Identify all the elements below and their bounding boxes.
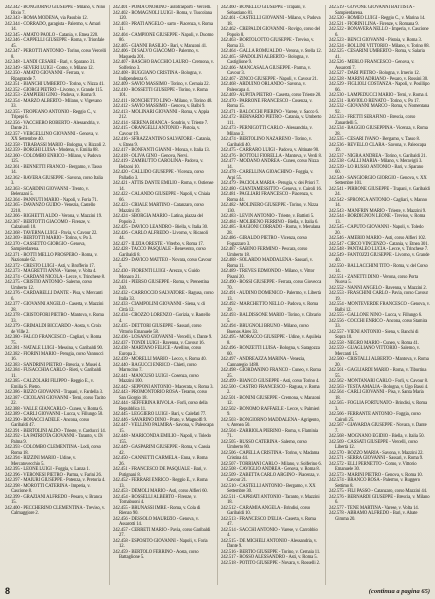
- listing-entry: 242.407 - BASCHO BACCHIO LAURO - Cremona, v. Solferino 3.: [113, 60, 214, 71]
- listing-entry: 242.578 - ABRAMO ALFREDO - Bari, v. Abate Gimma 20.: [329, 511, 418, 522]
- listing-entry: 242.454 - ROSSELLI ALBERTO - Firenze, v. Tornabuoni 4.: [113, 494, 197, 505]
- listing-entry: 242.395 - LEONE LUIGI - Foggia, v. Lanza 1.: [5, 467, 90, 472]
- listing-entry: 242.493 - BALDISSONE MARIO - Torino, v. Cibrario 5.: [221, 313, 321, 324]
- listing-entry: 242.497 - ANDREAZZA MARINA - Venezia, Cannaregio 1488.: [221, 357, 306, 368]
- listing-entry: 242.502 - BONOMO RAFFAELE - Lecce, v. Palmieri 9.: [221, 406, 320, 417]
- listing-entry: 242.570 - BOZZO MARIA - Savona, v. Mazzini 22.: [329, 450, 424, 456]
- listing-entry: 242.447 - VELLINO PALMIRA - Savona, v. Paleocapa 15.: [113, 423, 214, 434]
- listing-entry: 242.536 - REVELLO CLARA - Savona, v. Paleocapa 19.: [329, 142, 427, 153]
- listing-entry: 242.402 - ROMAGNOLI LUIGI - Roma, v. Tuscolana 120.: [113, 10, 212, 21]
- listing-entry: 242.411 - RONCHETTO LINO - Milano, v. Torino 48.: [113, 98, 213, 104]
- listing-entry: 242.431 - PIERSO GIUSEPPE - Roma, v. Prenestina 240.: [113, 280, 209, 291]
- listing-entry: 242.479 - PACIOLA MARIA - Perugia, v. dei Priori 7.: [221, 181, 320, 186]
- listing-entry: 242.521 - FIORINI LINA - Firenze, v. Romana 9.: [329, 21, 419, 27]
- listing-entry: 242.538 - GALLI MARIA - Milano, v. Meravigli 3.: [329, 159, 423, 164]
- listing-entry: 242.569 - CASSATI GIUSEPPE - Vercelli, corso Libertà 12.: [329, 439, 418, 450]
- listing-entry: 242.481 - PAGLIARI FRANCESCO - Piacenza, v. Roma 44.: [221, 192, 314, 203]
- listing-entry: 242.511 - CAPRIATI ANTONIO - Taranto, v. Mazzini 18.: [221, 494, 320, 505]
- listing-entry: 242.453 - DEMOLI MARIO - Asti, corso Alfieri 60.: [113, 489, 208, 494]
- listing-entry: 242.575 - FILI PASSO - Catanzaro, corso Mazzini 44.: [329, 489, 427, 494]
- listing-entry: 242.560 - CRISTALLI ALBERTO - Mantova, v. Roma 20.: [329, 357, 429, 368]
- listing-entry: 242.406 - DI SALVO GIACOMO - Palermo, v. Maqueda 201.: [113, 49, 199, 60]
- listing-entry: 242.400 - PECCHERINO CLEMENTINA - Treviso, v. Calmaggiore 2.: [5, 505, 105, 516]
- listing-entry: 242.561 - GAGLIARDI MARIO - Roma, v. Tiburtina 55.: [329, 368, 427, 379]
- listing-entry: 242.437 - TONDI LUIGI - Ravenna, v. Cavour 16.: [113, 340, 205, 346]
- listing-entry: 242.458 - ESPOSITO GIOVANNI - Napoli, v. Foria 12.: [113, 538, 208, 549]
- listing-entry: 242.426 - CARLO ALFREDO - Livorno, v. Ricasoli 44.: [113, 230, 208, 241]
- listing-entry: 242.347 - PEROTTI ANTONIO - Torino, corso Vercelli 8.: [5, 49, 106, 60]
- listing-entry: 242.554 - MONTEVERDE FRANCESCO - Genova, v. Balbi 12.: [329, 302, 430, 313]
- listing-entry: 242.517 - ROSSO ALESSANDRO - Asti, v. Roma 5.: [221, 555, 318, 560]
- listing-entry: 242.508 - CAVIGLIO ANDREA - Genova, v. Roma 8.: [221, 467, 320, 472]
- listing-entry: 242.473 - PERNIGOTTI CARLO - Alessandria, v. Milano 2.: [221, 126, 313, 137]
- listing-entry: 242.398 - MOROTTI CATERINA - Imperia, v. Cascione 8.: [5, 483, 91, 494]
- listing-entry: 242.344 - CORRADO, garagista - Palermo, v. Amari 14.: [5, 21, 101, 32]
- listing-entry: 242.498 - GIORDANINO FRANCO - Cuneo, v. Roma 25.: [221, 368, 321, 379]
- listing-entry: 242.486 - GIRALDO PIETRO - Vicenza, corso Fogazzaro 3.: [221, 236, 307, 247]
- listing-entry: 242.381 - NATALE LUIGI - Messina, v. Garibaldi 90.: [5, 346, 103, 351]
- listing-entry: 242.441 - MANCUSO LUIGI - Cosenza, corso Mazzini 100.: [113, 373, 199, 384]
- listing-entry: 242.474 - BERTOLINO NAZARENO - Torino, v. Garibaldi 40.: [221, 137, 312, 148]
- listing-entry: 242.526 - MERLO FRANCESCO - Genova, v. Assarotti 7.: [329, 60, 415, 71]
- listing-entry: 242.468 - ARDUINO ORLANDO - Savona, v. Paleocapa 4.: [221, 82, 306, 93]
- listing-entry: 242.553 - FRASCHINI CARLO - Pavia, corso Cavour 19.: [329, 291, 428, 302]
- listing-entry: 242.505 - RUSSO CATERINA - Salerno, corso Umberto 80.: [221, 439, 307, 450]
- listing-entry: 242.491 - AUDINO DOMENICO - Palermo, v. Libertà 13.: [221, 291, 321, 302]
- listing-entry: 242.499 - BIANCO GIUSEPPE - Asti, corso Torino 4.: [221, 379, 320, 384]
- listing-entry: 242.413 - MOLINARI GIOVANNI - Roma, v. Appia 212.: [113, 109, 210, 120]
- listing-entry: 242.379 - GRIMALDI BICCARDO - Aosta, v. Croix de Ville 2.: [5, 324, 102, 335]
- listing-entry: 242.448 - MARICONDA EMILIO - Napoli, v. Toledo 155.: [113, 434, 211, 445]
- listing-entry: 242.423 - CRIALE MARTINO - Catanzaro, corso Mazzini 19.: [113, 203, 204, 214]
- listing-entry: 242.529 - FIGLIOLI COSTANZA - Napoli, v. Posillipo 66.: [329, 82, 430, 93]
- listing-entry: 242.527 - DARI PIETRO - Bologna, v. Irnerio 12.: [329, 71, 420, 76]
- listing-entry: 242.501 - BONINI GIUSEPPE - Cremona, v. Manzoni 12.: [221, 395, 321, 406]
- listing-entry: 242.417 - BONFANTI GIANNI - Monza, v. Italia 13.: [113, 148, 210, 153]
- listing-entry: 242.451 - FRANCESCO DE PASQUALE - Bari, v. Putignani 8.: [113, 467, 207, 478]
- listing-entry: 242.361 - BENNETTI FRANCO - Bergamo, v. Tasso 14.: [5, 164, 102, 175]
- listing-entry: 242.357 - VERGELLINO GIOVANNI - Genova, v. XX Settembre 40.: [5, 131, 99, 142]
- listing-entry: 242.539 - LO RUSSO ANTONIO - Bari, v. Sparano 60.: [329, 164, 424, 175]
- listing-entry: 242.439 - MORELLI MARIO - Lecco, v. Roma 40.: [113, 357, 207, 362]
- listing-entry: 242.404 - CAMPIONE GIUSEPPE - Napoli, v. Duomo 86.: [113, 32, 214, 43]
- listing-entry: 242.562 - MONTANARI CARLO - Forlì, v. Cavour 8.: [329, 379, 428, 384]
- listing-entry: 242.542 - SPRONCA ANTONIO - Cagliari, v. Manno 14.: [329, 197, 428, 208]
- listing-entry: 242.435 - DETTORI GIUSEPPE - Sassari, corso Vittorio Emanuele 58.: [113, 324, 202, 335]
- listing-entry: 242.390 - BONACCI ADELE - Ancona, corso Garibaldi 47.: [5, 417, 90, 428]
- listing-entry: 242.392 - LA PATRIOTA GIOVANNI - Taranto, v. Di Palma 9.: [5, 434, 103, 445]
- listing-entry: 242.410 - ROSSETTI GIUSEPPE - Torino, v. Roma 101.: [113, 87, 208, 98]
- listing-entry: 242.430 - FIORENTI LUIGI - Arezzo, v. Guido Monaco 21.: [113, 269, 200, 280]
- listing-entry: 242.480 - GIANTAMESSITTO - Genova, v. Cairoli 16.: [221, 186, 322, 192]
- listing-entry: 242.422 - CALANDO GIUSEPPE - Napoli, v. Chiaia 66.: [113, 192, 211, 203]
- listing-entry: 242.471 - BALOCCHI PIERINO - Varese, v. Sacco 6.: [221, 109, 319, 115]
- listing-columns: [5, 5, 430, 585]
- listing-entry: 242.500 - CASTRO FRANCESCO - Ragusa, v. Roma 2.: [221, 384, 320, 395]
- listing-entry: 242.572 - ELLI PERNETTO - Como, v. Vittorio Emanuele 30.: [329, 461, 417, 472]
- listing-entry: 242.371 - ROTTI MELLO PROSPERO - Roma, v. Nazionale 62.: [5, 252, 98, 263]
- listing-entry: 242.421 - ATTIS DANTE EMILIO - Roma, v. Ostiense 14.: [113, 181, 214, 192]
- listing-entry: 242.495 - MORACCO GIUSEPPE - Udine, v. Aquileia 8.: [221, 335, 322, 346]
- listing-entry: 242.576 - BERNARDI GIUSEPPE - Brescia, v. Milano 6.: [329, 494, 430, 505]
- listing-entry: 242.368 - TAVERNA LUIGI - Pavia, v. Cavour 22.: [5, 230, 98, 236]
- listing-entry: 242.456 - DESSOLO MAURIZIO - Genova, v. Assarotti 14.: [113, 516, 199, 527]
- listing-entry: 242.391 - BERTOLINI ALDO - Trieste, v. Carducci 14.: [5, 428, 106, 434]
- listing-entry: 242.376 - CARDARELLI DANTE - Pisa, v. Mercanti 6.: [5, 291, 103, 302]
- listing-entry: 242.509 - ZABETTA CARLO ARGINO - Piacenza, v. Cavour 21.: [221, 472, 320, 483]
- listing-entry: 242.388 - VALLE GIANCARLO - Cuneo, v. Roma 6.: [5, 406, 103, 412]
- listing-entry: 242.544 - BORDIGNON LEONE - Treviso, v. Roma 13.: [329, 214, 426, 225]
- listing-entry: 242.556 - COCCHI ENRICO - Ancona, corso Stamira 33.: [329, 318, 428, 329]
- listing-entry: 242.487 - SABINO FERMINO - Pescara, corso Umberto 18.: [221, 247, 308, 258]
- listing-entry: 242.373 - MAGRETTI ANNA - Varese, v. Volta 4.: [5, 269, 97, 274]
- listing-entry: 242.516 - BERTIO GIUSEPPE - Torino, v. Cernaia 11.: [221, 549, 321, 555]
- listing-entry: 242.363 - SCARDINI GIOVANNI - Trento, v. Belenzani 5.: [5, 186, 89, 197]
- listing-entry: 242.438 - MARTANO FELICE - Avellino, corso Europa 2.: [113, 346, 202, 357]
- listing-entry: 242.477 - MODANO ANDREA - Cuneo, corso Nizza 14.: [221, 159, 319, 170]
- listing-entry: 242.372 - CRESTO LUIGI - Asti, v. Brofferio 17.: [5, 263, 95, 269]
- listing-entry: 242.546 - AMERIO MARIO - Asti, corso Alfieri 102.: [329, 236, 426, 241]
- listing-entry: 242.442 - SEPPONI ANTONIO - Macerata, v. Roma 3.: [113, 384, 214, 390]
- listing-entry: 242.429 - DAVICO MATTEO - Novara, corso Cavour 5.: [113, 258, 212, 269]
- listing-entry: 242.408 - BUGGIANO CRISTINA - Bologna, v. Indipendenza 6.: [113, 71, 202, 82]
- listing-entry: 242.433 - CIAMPOLINI GIOVANNI - Siena, v. di Città 12.: [113, 302, 205, 313]
- listing-entry: 242.488 - SOLARDO MADDALENA - Sassari, v. Roma 11.: [221, 258, 313, 269]
- listing-entry: 242.393 - COLOMBO CLEMENTINA - Lodi, corso Roma 18.: [5, 445, 101, 456]
- listing-entry: 242.485 - RAGIONI CORRADO - Roma, v. Merulana 28.: [221, 225, 321, 236]
- listing-entry: 242.548 - PANTALEO LUCIA - Lecce, v. Trinchese 7.: [329, 247, 429, 252]
- listing-entry: 242.532 - GIOVANNI MARCO - Roma, v. Nomentana 92.: [329, 104, 430, 115]
- listing-entry: 242.543 - MANFRIN MARIO - Trieste, v. Mazzini 9.: [329, 208, 427, 214]
- listing-entry: 242.530 - LAMPEDUCCI MARIO - Terni, v. Roma 4.: [329, 93, 428, 98]
- listing-entry: 242.535 - CESARI IVANO - Bergamo, v. Tasso 8.: [329, 137, 420, 142]
- listing-entry: 242.476 - BOTTOLI FIORELLA - Mantova, v. Verdi 8.: [221, 153, 322, 159]
- listing-entry: 242.424 - SBORGIA MARIO - Latina, piazza del Popolo 2.: [113, 214, 203, 225]
- listing-entry: 242.558 - NEGRO MARIO - Cuneo, v. Roma 41.: [329, 340, 419, 346]
- listing-entry: 242.559 - GUAGLIANO VITTORIO - Salerno, v. Mercanti 15.: [329, 346, 420, 357]
- listing-entry: 242.567 - GIAVARDA GIUSEPPE - Novara, v. Dante 7.: [329, 423, 427, 434]
- listing-entry: 242.365 - DAVANZO GUIDO - Venezia, Castello 2210.: [5, 203, 96, 214]
- listing-entry: 242.384 - FUSACCHIA CARLO - Rieti, v. Garibaldi 11.: [5, 368, 102, 379]
- listing-entry: 242.537 - NIGRA ANDREA - Torino, v. Garibaldi 21.: [329, 153, 427, 159]
- listing-entry: 242.483 - LEVIN ANTONIO - Trieste, v. Battisti 5.: [221, 214, 315, 219]
- listing-entry: 242.397 - MAIURI GIUSEPPE - Potenza, v. Pretoria 4.: [5, 478, 106, 483]
- listing-entry: 242.412 - SAVIO MASSIMO - Genova, v. Balbi 9.: [113, 104, 206, 109]
- listing-entry: 242.507 - TORRIANI CARLO - Milano, v. Solferino 6.: [221, 461, 322, 467]
- listing-entry: 242.533 - FRETTI SERAFINO - Brescia, corso Zanardelli 5.: [329, 115, 416, 126]
- listing-entry: 242.383 - SANDRINI PIETRO - Brescia, v. Musei 4.: [5, 362, 102, 368]
- listing-entry: 242.446 - SAVARINO DINO - Prato, v. Magnolfi 9.: [113, 417, 207, 423]
- listing-entry: 242.551 - ZANETTI DINO - Verona, corso Porta Nuova 5.: [329, 274, 418, 285]
- listing-entry: 242.461 - CASTELLI GIOVANNI - Milano, v. Padova 18.: [221, 16, 321, 27]
- listing-entry: 242.382 - FIORINI MARIO - Perugia, corso Vannucci 16.: [5, 351, 104, 362]
- listing-entry: 242.455 - BRUNASSI IMRE - Roma, v. Cola di Rienzo 90.: [113, 505, 201, 516]
- listing-entry: 242.427 - ILIZIA ORESTE - Viterbo, v. Roma 17.: [113, 241, 204, 247]
- listing-entry: 242.510 - CASTELLI ANTONIO - Bergamo, v. XX Settembre 30.: [221, 483, 316, 494]
- listing-entry: 242.492 - MARCHETTO NELLO - Padova, v. Roma 39.: [221, 302, 318, 313]
- listing-entry: 242.443 - PROMONTORIO ROSA - Teramo, corso San Giorgio 18.: [113, 390, 208, 401]
- listing-entry: 242.367 - BERTOTTI GIACOMO - Firenze, v. Calzaiuoli 10.: [5, 219, 91, 230]
- listing-entry: 242.345 - AMATO PAOLO - Catania, v. Etnea 220.: [5, 32, 99, 38]
- listing-entry: 242.432 - CARROCCIO SALVATORE - Ragusa, corso Italia 33.: [113, 291, 214, 302]
- listing-entry: 242.452 - FERRARI ENRICO - Reggio E., v. Roma 13.: [113, 478, 208, 489]
- listing-entry: 242.425 - DAVICO LEANDRO - Biella, v. Italia 30.: [113, 225, 208, 230]
- listing-entry: 242.555 - GALLONE NINO - Lucca, v. Fillungo 6.: [329, 313, 423, 318]
- listing-entry: 242.496 - RONZETTI LUISA - Bologna, v. Saragozza 60.: [221, 346, 320, 357]
- listing-entry: 242.503 - BONGIORNO MADDALENA - Agrigento, v. Atenea 50.: [221, 417, 320, 428]
- listing-entry: 242.506 - CAPELLA CRISTINA - Torino, v. Madama Cristina 44.: [221, 450, 320, 461]
- listing-entry: 242.416 - SFRAZZANTINO SALVATORE - Catania, v. Etnea 9.: [113, 137, 211, 148]
- listing-entry: 242.552 - NANNI ANGELO - Ravenna, v. Mazzini 2.: [329, 285, 427, 291]
- listing-entry: 242.514 - SACCHI ANTONIO - Varese, v. Carrobbio 4.: [221, 527, 318, 538]
- listing-entry: 242.364 - PANNUTI MARIO - Napoli, v. Foria 71.: [5, 197, 98, 203]
- listing-entry: 242.504 - ZARRIOLA PIERINO - Roma, v. Flaminia 71.: [221, 428, 319, 439]
- listing-entry: 242.370 - CASSETTO GIORGIO - Genova, Sampierdarena.: [5, 241, 86, 252]
- listing-column-2: [109, 5, 214, 585]
- listing-entry: 242.380 - FALCO FRANCESCO - Cagliari, v. Roma 75.: [5, 335, 102, 346]
- listing-entry: 242.465 - SPADOLINI ALBERTO - Bologna, v. Castiglione 9.: [221, 54, 309, 65]
- listing-entry: 242.377 - GIOVANNI ANGELO - Caserta, v. Mazzini 28.: [5, 302, 104, 313]
- listing-entry: 242.565 - FOGLIA FORTUNATO - Brindisi, v. Roma 3.: [329, 401, 427, 412]
- listing-entry: 242.518 - POTITO GIUSEPPE - Novara, v. Rosselli 2.: [221, 560, 320, 566]
- listing-entry: 242.409 - SAVIO MASSIMO - Torino, v. Cernaia 22.: [113, 82, 210, 87]
- listing-entry: 242.550 - BALLACCHINI TITO - Roma, v. del Corso 14.: [329, 263, 428, 274]
- listing-entry: 242.428 - TACCO PASQUALE - Benevento, corso Garibaldi 8.: [113, 247, 206, 258]
- listing-entry: 242.378 - CRISTOFORI PIETRO - Mantova, v. Roma 33.: [5, 313, 104, 324]
- listing-entry: 242.522 - BONAVERA NELLO - Imperia, v. Cascione 6.: [329, 27, 429, 38]
- listing-entry: 242.475 - CARRARO LUIGI - Padova, v. Altinate 90.: [221, 148, 320, 153]
- listing-entry: 242.564 - CARLI GIOVANNI - Pisa, v. Santa Maria 18.: [329, 390, 424, 401]
- listing-entry: 242.547 - CIRCO VINCENZO - Catania, v. Etnea 301.: [329, 241, 429, 247]
- listing-entry: 242.405 - GIANNI BASILIO - Bari, v. Manzoni 41.: [113, 43, 208, 49]
- listing-entry: 242.366 - RIGHETTI ALDO - Verona, v. Mazzini 19.: [5, 214, 103, 219]
- listing-entry: 242.478 - CARELLINA GIOACHINO - Foggia, v. Arpi 55.: [221, 170, 314, 181]
- listing-entry: 242.436 - LOSANO GIOVANNI - Vercelli, v. Dante 9.: [113, 335, 213, 340]
- listing-entry: 242.369 - BERTOTTI MARIO - Torino, v. Po 3.: [5, 236, 93, 241]
- listing-entry: 242.541 - PIRRONE GIUSEPPE - Trapani, v. Garibaldi 24.: [329, 186, 430, 197]
- listing-entry: 242.467 - ZINCO GIUSEPPE - Napoli, v. Cavour 21.: [221, 76, 318, 82]
- listing-entry: 242.513 - FRANCESCO D'ELIA - Caserta, v. Roma 47.: [221, 516, 316, 527]
- listing-entry: 242.519 - GOVONE GIOVANNI BATTISTA - Sampierdarena.: [329, 5, 415, 16]
- listing-entry: 242.523 - BENCI GIOVANNI - Pistoia, v. Roma 3.: [329, 38, 422, 43]
- listing-entry: 242.414 - SERENA BIANCA - Sondrio, v. Trieste 7.: [113, 120, 209, 126]
- listing-column-1: [5, 5, 106, 585]
- listing-entry: 242.470 - PARRONE FRANCESCO - Cosenza, v. Roma 15.: [221, 98, 313, 109]
- listing-entry: 242.557 - VIENI ANTONIO - Siena, v. Banchi di Sopra 10.: [329, 329, 419, 340]
- listing-entry: 242.418 - OLIVA GINO - Genova, Nervi.: [113, 153, 189, 159]
- listing-entry: 242.460 - BONELLO GIUSEPPE - Trapani, v. Sebastiano 81.: [221, 5, 306, 16]
- listing-entry: 242.359 - BORGHI LUISA - Modena, v. Emilia 88.: [5, 148, 99, 153]
- listing-entry: 242.415 - ORANGELLI ANTONIO - Pistoia, v. Cavour 19.: [113, 126, 201, 137]
- listing-entry: 242.459 - BERTOLO FERRINO - Aosta, corso Battaglione 5.: [113, 549, 199, 560]
- listing-entry: 242.463 - BORTOLOTTO GIUSEPPE - Treviso, v. Roma 33.: [221, 38, 315, 49]
- listing-entry: 242.396 - VERONESI PIETRO - Parma, v. Farini 26.: [5, 472, 102, 478]
- listing-entry: 242.482 - MOLINERO GIUSEPPE - Torino, v. Nizza 130.: [221, 203, 319, 214]
- listing-entry: 242.549 - FANTOZZI GIUSEPPE - Livorno, v. Grande 40.: [329, 252, 430, 263]
- listing-entry: 242.457 - CERRETI MARIO - Pavia, corso Garibaldi 27.: [113, 527, 211, 538]
- listing-entry: 242.577 - TENE MARTINA - Varese, v. Volta 14.: [329, 505, 419, 511]
- listing-entry: 242.387 - CICOLANI GIOVANNI - Terni, corso Tacito 22.: [5, 395, 106, 406]
- listing-entry: 242.464 - GALLA ROMUALDO - Verona, v. Stella 12.: [221, 49, 322, 54]
- listing-entry: 242.358 - TIRABASSI MARIO - Bologna, v. Rizzoli 2.: [5, 142, 106, 148]
- listing-entry: 242.490 - ROSSI GIUSEPPE - Ferrara, corso Giovecca 70.: [221, 280, 322, 291]
- listing-entry: 242.419 - ZAMBUTTO CAROLINA - Padova, v. Belzoni 10.: [113, 159, 204, 170]
- listing-entry: 242.350 - AMATO GIOVANNI - Ferrara, v. Ripagrande 7.: [5, 71, 85, 82]
- listing-entry: 242.534 - BAGGIO GIUSEPPINA - Vicenza, v. Roma 28.: [329, 126, 428, 137]
- listing-entry: 242.462 - CREPALDI GIOVANNI - Rovigo, corso del Popolo 8.: [221, 27, 320, 38]
- listing-entry: 242.355 - TROPEANO ANTONIO - Reggio C., v. Tripepi 6.: [5, 109, 97, 120]
- continued-note: (continua a pagina 65): [368, 587, 430, 595]
- listing-entry: 242.346 - CAPPELLI GIUSEPPE - Roma, v. Trionfale 45.: [5, 38, 105, 49]
- listing-entry: 242.445 - LEGGIERO LUIGI - Bari, v. Calefati 77.: [113, 412, 207, 417]
- listing-entry: 242.573 - MARINI PIETRO - Genova, v. Roma 10.: [329, 472, 423, 478]
- listing-entry: 242.354 - MARZO ALBERTO - Milano, v. Vigevano 33.: [5, 98, 102, 109]
- listing-entry: 242.420 - CALLIDO GIUSEPPE - Vicenza, corso Palladio 3.: [113, 170, 204, 181]
- listing-entry: 242.574 - BRANCO ROSA - Palermo, v. Ruggero Settimo 8.: [329, 478, 421, 489]
- listing-entry: 242.434 - CROZZO LORENZO - Gorizia, v. Rastello 4.: [113, 313, 211, 324]
- listing-entry: 242.469 - AUPITA PIETRO - Caserta, corso Trieste 20.: [221, 93, 322, 98]
- listing-entry: 242.348 - LANDI CESARE - Bari, v. Sparano 31.: [5, 60, 96, 65]
- listing-entry: 242.394 - RIZZINI MARIO - Udine, v. Mercatovecchio 5.: [5, 456, 76, 467]
- page-footer: [5, 585, 430, 597]
- listing-entry: 242.349 - SEVERI LUIGI - Como, v. Milano 12.: [5, 65, 94, 71]
- listing-entry: 242.440 - RAGUCCI ENRICO - Chieti, corso Marrucino 7.: [113, 362, 197, 373]
- listing-entry: 242.545 - CAPUTO GIOVANNI - Napoli, v. Toledo 20.: [329, 225, 424, 236]
- listing-entry: 242.524 - BOLLINI VITTORIO - Milano, v. Torino 88.: [329, 43, 430, 49]
- listing-entry: 242.568 - MOGNANO EGIDIO - Biella, v. Italia 50.: [329, 434, 425, 439]
- listing-entry: 242.352 - GIORGI PIETRO - Livorno, v. Grande 115.: [5, 87, 103, 93]
- listing-entry: 242.362 - RAVERA GIUSEPPE - Savona, corso Italia 3.: [5, 175, 103, 186]
- listing-entry: 242.399 - GRAZIANI ALFREDO - Pesaro, v. Branca 15.: [5, 494, 103, 505]
- listing-entry: 242.571 - SERRA GIOVANNI - Sassari, v. Roma 9.: [329, 456, 424, 461]
- listing-entry: 242.515 - DE MICHELI ANTONIO - Alessandria, v. Dante 9.: [221, 538, 317, 549]
- listing-entry: 242.389 - CARLI GIOVANNI - Lucca, v. Fillungo 50.: [5, 412, 104, 417]
- listing-entry: 242.356 - VACCHERO ROBERTO - Alessandria, v. Dante 21.: [5, 120, 100, 131]
- listing-entry: 242.360 - COLOMBO ENRICO - Milano, v. Padova 125.: [5, 153, 101, 164]
- listing-entry: 242.342 - BONGIORNO GIUSEPPE - Milano, v. Nino Bixio 7.: [5, 5, 106, 16]
- listing-entry: 242.351 - BIANCHI UMBERTO - Torino, v. Nizza 41.: [5, 82, 105, 87]
- listing-entry: 242.566 - FERRANTE ANTONIO - Foggia, corso Cairoli 25.: [329, 412, 421, 423]
- listing-entry: 242.472 - BERNARDO PIETRO - Catania, v. Umberto 111.: [221, 115, 322, 126]
- listing-entry: 242.444 - SEFFERINA RIVOLA - Forlì, corso della Repubblica 11.: [113, 401, 208, 412]
- listing-entry: 242.374 - CARDANI NICOLA - Lecce, v. Trinchese 8.: [5, 274, 105, 280]
- listing-entry: 242.520 - ROMEO LUIGI - Reggio C., v. Marina 14.: [329, 16, 426, 21]
- listing-column-3: [217, 5, 322, 585]
- page-number: 8: [5, 586, 11, 596]
- listing-entry: 242.449 - GASPARINI GIUSEPPE - Roma, v. Cassia 42.: [113, 445, 211, 456]
- listing-entry: 242.528 - MARINI ADRIANO - Pesaro, v. Rossini 30.: [329, 76, 429, 82]
- listing-entry: 242.343 - ROMA MODENA, via Pasubio 12.: [5, 16, 88, 21]
- listing-entry: 242.563 - TESTA AMALIA - Bologna, v. Ugo Bassi 4.: [329, 384, 429, 390]
- listing-entry: 242.512 - CARAMIA ANGELA - Brindisi, corso Garibaldi 10.: [221, 505, 311, 516]
- listing-entry: 242.401 - POMA ONORINO - autotrasporti - Vercelli.: [113, 5, 212, 10]
- listing-entry: 242.450 - CANNETTI CARMELA - Enna, v. Roma 26.: [113, 456, 208, 467]
- listing-entry: 242.466 - MANCASALA GIUSEPPE - Parma, v. Cavour 3.: [221, 65, 311, 76]
- listing-entry: 242.386 - RIZZO GIOVANNI - Trapani, v. Fardella 3.: [5, 390, 103, 395]
- listing-entry: 242.494 - BRUGNOLI BRUNO - Milano, corso Buenos Aires 33.: [221, 324, 309, 335]
- listing-entry: 242.531 - RAVIOLO RENATO - Torino, v. Po 17.: [329, 98, 420, 104]
- listing-entry: 242.403 - PRATI ANGELO - sarto - Piacenza, v. Roma 11.: [113, 21, 213, 32]
- listing-entry: 242.385 - CALZOLARI FILIPPO - Reggio E., v. Emilia S. Pietro.: [5, 379, 94, 390]
- listing-column-4: [325, 5, 430, 585]
- listing-entry: 242.525 - CESARINI UMBERTO - Roma, v. Salaria 41.: [329, 49, 425, 60]
- listing-entry: 242.489 - TREVES EDMONDO - Milano, v. Vittor Pisani 20.: [221, 269, 315, 280]
- listing-entry: 242.484 - MOLIBENO FERRINO - Biella, v. Italia 6.: [221, 219, 319, 225]
- listing-entry: 242.375 - CRISTIO ANTONIO - Salerno, corso Umberto 12.: [5, 280, 92, 291]
- listing-entry: 242.540 - SANGIORGIO GIORGIO - Genova, v. XX Settembre 101.: [329, 175, 427, 186]
- listing-entry: 242.353 - ZAMPIERI GINO - Padova, v. Roma 9.: [5, 93, 96, 98]
